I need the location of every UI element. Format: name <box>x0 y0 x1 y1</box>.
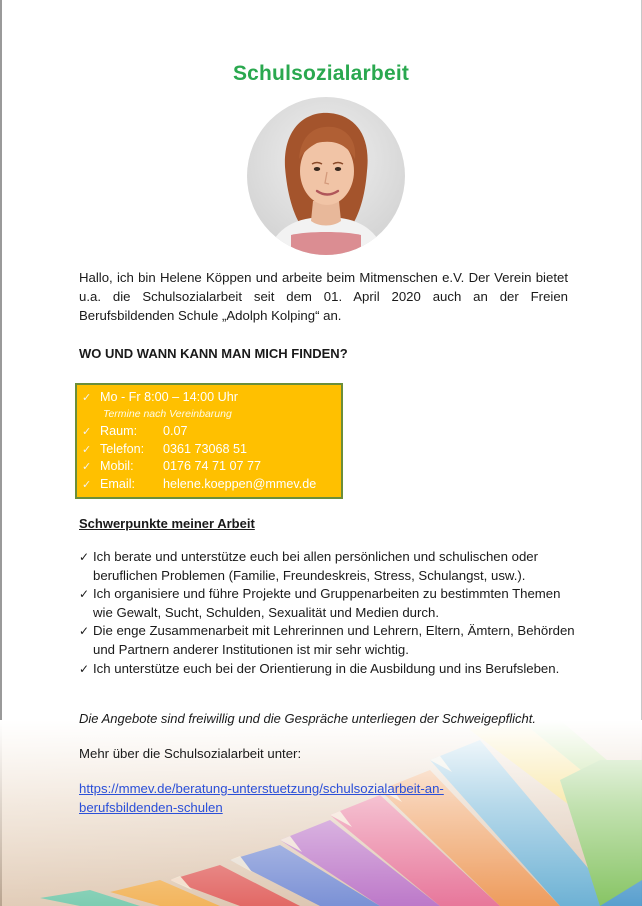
check-icon: ✓ <box>79 550 90 564</box>
portrait-photo <box>247 97 405 255</box>
list-item-text: Ich organisiere und führe Projekte und Gruppenarbeiten zu bestimmten Themen wie Gewalt, Sucht, Schulden, Sexualität und Medien durch. <box>93 586 561 620</box>
focus-list <box>79 548 579 678</box>
check-icon: ✓ <box>79 624 90 639</box>
find-me-heading: WO UND WANN KANN MAN MICH FINDEN? <box>79 346 348 361</box>
check-icon: ✓ <box>82 392 92 404</box>
more-info-text: Mehr über die Schulsozialarbeit unter: <box>79 746 302 761</box>
check-icon: ✓ <box>79 587 90 602</box>
check-icon: ✓ <box>82 478 92 491</box>
contact-value: 0361 73068 51 <box>163 441 248 456</box>
contact-label: Telefon: <box>100 441 145 456</box>
contact-hours-row <box>82 389 341 406</box>
list-item <box>79 622 579 659</box>
contact-info-box <box>75 383 343 499</box>
appointment-note: Termine nach Vereinbarung <box>103 408 232 421</box>
contact-label: Mobil: <box>100 459 134 474</box>
contact-row-room <box>82 423 341 440</box>
website-link[interactable]: https://mmev.de/beratung-unterstuetzung/schulsozialarbeit-an-berufsbildenden-schulen <box>79 781 444 815</box>
list-item-text: Ich berate und unterstütze euch bei allen persönlichen und schulischen oder beruflichen Problemen (Familie, Freundeskreis, Stress, Schulangst, usw.). <box>93 549 539 583</box>
check-icon: ✓ <box>82 461 92 474</box>
contact-value: 0176 74 71 07 77 <box>163 459 262 474</box>
contact-row-phone <box>82 441 341 458</box>
contact-row-email <box>82 476 341 493</box>
contact-email: helene.koeppen@mmev.de <box>163 476 317 491</box>
list-item <box>79 548 579 585</box>
contact-row-mobile <box>82 458 341 475</box>
contact-label: Raum: <box>100 424 138 439</box>
list-item-text: Ich unterstütze euch bei der Orientierung in die Ausbildung und ins Berufsleben. <box>93 660 560 676</box>
contact-label: Email: <box>100 476 135 491</box>
list-item <box>79 660 579 679</box>
focus-heading: Schwerpunkte meiner Arbeit <box>79 516 255 531</box>
list-item-text: Die enge Zusammenarbeit mit Lehrerinnen und Lehrern, Eltern, Ämtern, Behörden und Partnern anderer Institutionen ist mir sehr wichtig. <box>93 623 575 657</box>
confidentiality-note: Die Angebote sind freiwillig und die Gespräche unterliegen der Schweigepflicht. <box>79 711 536 726</box>
list-item <box>79 585 579 622</box>
check-icon: ✓ <box>82 443 92 456</box>
check-icon: ✓ <box>79 661 90 676</box>
contact-hours: Mo - Fr 8:00 – 14:00 Uhr <box>100 390 238 404</box>
page-title: Schulsozialarbeit <box>232 62 410 85</box>
intro-paragraph: Hallo, ich bin Helene Köppen und arbeite beim Mitmenschen e.V. Der Verein bietet u.a. die Schulsozialarbeit seit dem 01. April 2020 auch an der Freien Berufsbildenden Schule „Adolph Kolping“ an. <box>79 270 568 323</box>
contact-value: 0.07 <box>163 424 188 439</box>
check-icon: ✓ <box>82 426 92 439</box>
